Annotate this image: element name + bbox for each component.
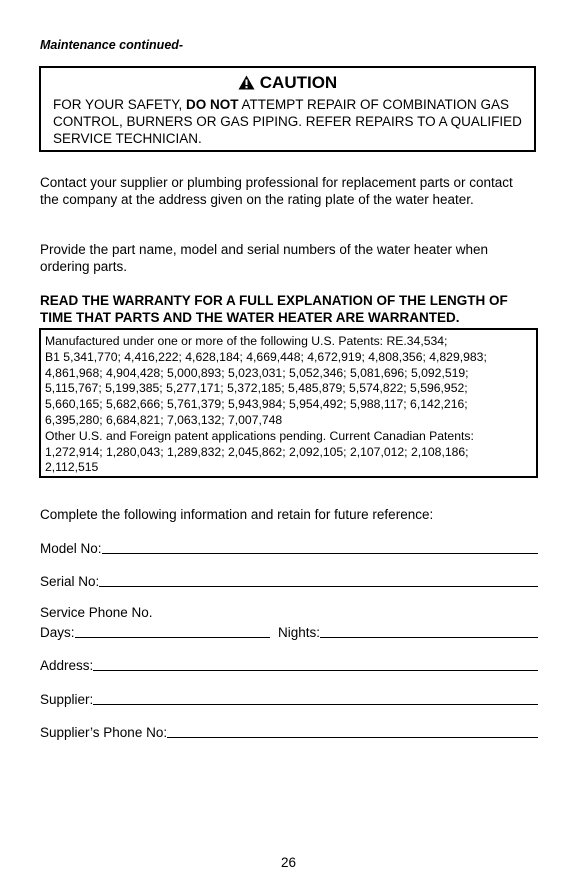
patent-line: 2,112,515 xyxy=(45,460,99,475)
caution-title-text: CAUTION xyxy=(259,73,338,92)
nights-label: Nights: xyxy=(278,625,321,640)
page-number: 26 xyxy=(280,855,297,870)
days-field[interactable] xyxy=(40,622,270,640)
nights-field[interactable] xyxy=(278,622,538,640)
days-label: Days: xyxy=(40,625,75,640)
caution-body-bold: DO NOT xyxy=(186,97,239,112)
caution-body xyxy=(53,96,526,147)
supplier-blank[interactable] xyxy=(93,704,538,705)
supplier-phone-blank[interactable] xyxy=(167,737,538,738)
patent-line: B1 5,341,770; 4,416,222; 4,628,184; 4,669,448; 4,672,919; 4,808,356; 4,829,983; xyxy=(45,349,487,364)
warning-triangle-icon xyxy=(238,75,255,90)
patent-line: Manufactured under one or more of the following U.S. Patents: RE.34,534; xyxy=(45,334,448,348)
provide-paragraph: Provide the part name, model and serial numbers of the water heater when ordering parts. xyxy=(40,242,488,274)
address-label: Address: xyxy=(40,658,94,673)
patent-line: 5,660,165; 5,682,666; 5,761,379; 5,943,984; 5,954,492; 5,988,117; 6,142,216; xyxy=(45,397,468,412)
section-heading: Maintenance continued- xyxy=(40,38,184,52)
days-blank[interactable] xyxy=(75,637,270,638)
warranty-notice: READ THE WARRANTY FOR A FULL EXPLANATION OF THE LENGTH OF TIME THAT PARTS AND THE WATER HEATER ARE WARRANTED. xyxy=(40,293,508,325)
address-field[interactable] xyxy=(40,655,538,673)
caution-title xyxy=(41,73,534,93)
patent-line: 6,395,280; 6,684,821; 7,063,132; 7,007,748 xyxy=(45,412,283,427)
patent-line: Other U.S. and Foreign patent applications pending. Current Canadian Patents: xyxy=(45,428,474,443)
patent-line: 1,272,914; 1,280,043; 1,289,832; 2,045,862; 2,092,105; 2,107,012; 2,108,186; xyxy=(45,444,469,459)
serial-no-label: Serial No: xyxy=(40,574,100,589)
service-phone-label: Service Phone No. xyxy=(40,605,153,620)
serial-no-field[interactable] xyxy=(40,571,538,589)
form-intro: Complete the following information and retain for future reference: xyxy=(40,507,434,522)
model-no-field[interactable] xyxy=(40,538,538,556)
supplier-field[interactable] xyxy=(40,689,538,707)
nights-blank[interactable] xyxy=(320,637,538,638)
patent-line: 4,861,968; 4,904,428; 5,000,893; 5,023,031; 5,052,346; 5,081,696; 5,092,519; xyxy=(45,365,469,380)
patent-box xyxy=(39,328,538,478)
model-no-label: Model No: xyxy=(40,541,102,556)
serial-no-blank[interactable] xyxy=(99,586,538,587)
supplier-phone-label: Supplier’s Phone No: xyxy=(40,725,168,740)
model-no-blank[interactable] xyxy=(102,553,538,554)
supplier-phone-field[interactable] xyxy=(40,722,538,740)
contact-paragraph: Contact your supplier or plumbing professional for replacement parts or contact the company at the address given on the rating plate of the water heater. xyxy=(40,175,513,207)
caution-body-suffix: ATTEMPT REPAIR OF COMBINATION GAS CONTROL, BURNERS OR GAS PIPING. REFER REPAIRS TO A QUALIFIED SERVICE TECHNICIAN. xyxy=(53,97,522,146)
supplier-label: Supplier: xyxy=(40,692,94,707)
address-blank[interactable] xyxy=(93,670,538,671)
patent-list xyxy=(45,334,532,476)
caution-box xyxy=(39,66,536,152)
patent-line: 5,115,767; 5,199,385; 5,277,171; 5,372,185; 5,485,879; 5,574,822; 5,596,952; xyxy=(45,381,468,396)
caution-body-prefix: FOR YOUR SAFETY, xyxy=(53,97,187,112)
